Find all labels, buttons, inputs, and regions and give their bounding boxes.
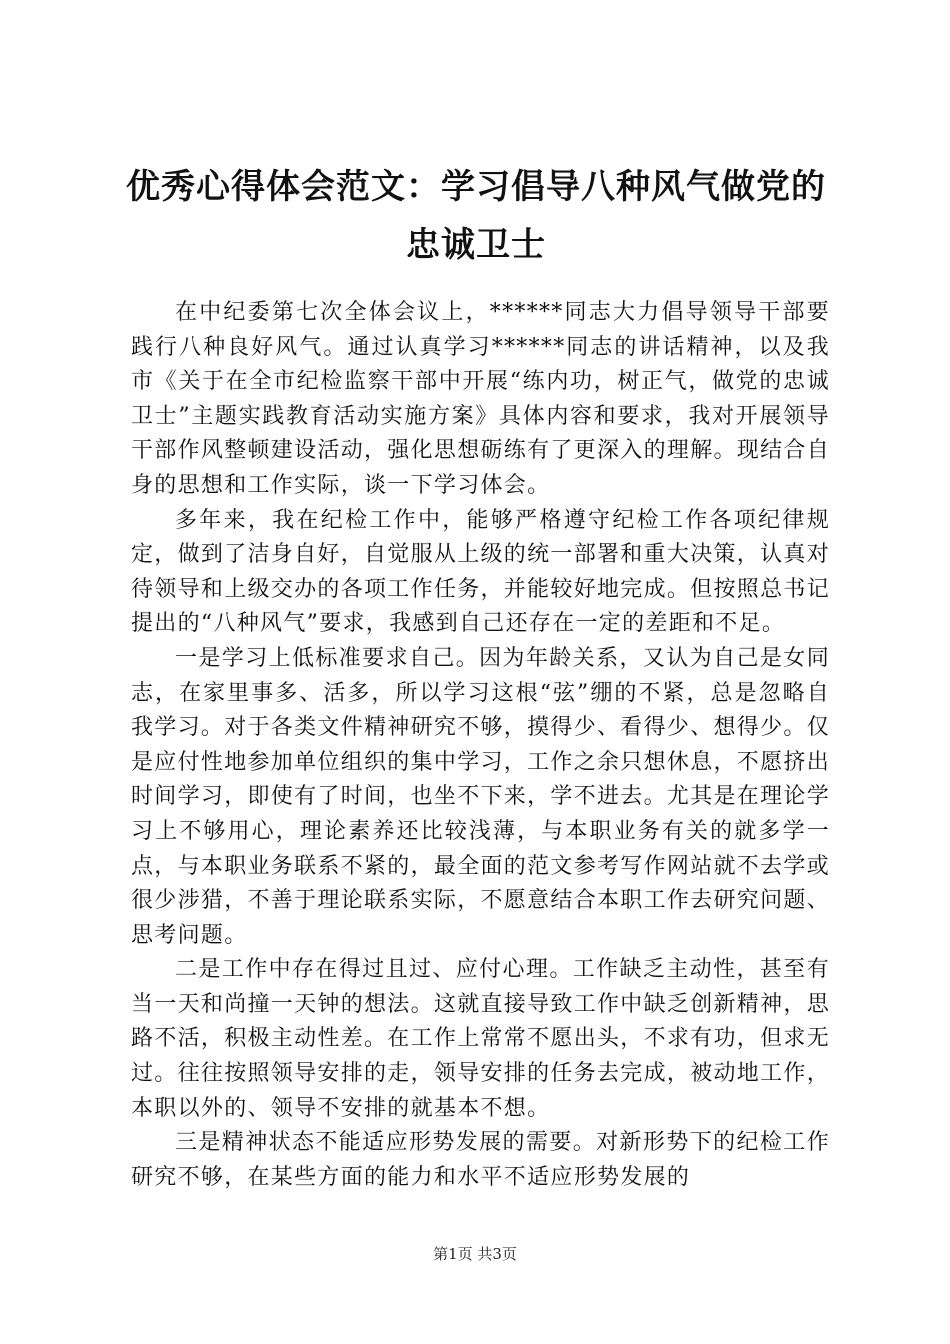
paragraph-1: 在中纪委第七次全体会议上，******同志大力倡导领导干部要践行八种良好风气。通过认真学习******同志的讲话精神，以及我市《关于在全市纪检监察干部中开展“练内功，树正气，做党的忠诚卫士”主题实践教育活动实施方案》具体内容和要求，我对开展领导干部作风整顿建设活动，强化思想砺练有了更深入的理解。现结合自身的思想和工作实际，谈一下学习体会。	[131, 300, 831, 498]
paragraph-5: 三是精神状态不能适应形势发展的需要。对新形势下的纪检工作研究不够，在某些方面的能力和水平不适应形势发展的	[131, 1130, 830, 1190]
page-number-footer: 第1页 共3页	[433, 1245, 517, 1263]
document-title: 优秀心得体会范文：学习倡导八种风气做党的忠诚卫士	[126, 167, 826, 265]
paragraph-2: 多年来，我在纪检工作中，能够严格遵守纪检工作各项纪律规定，做到了洁身自好，自觉服从上级的统一部署和重大决策，认真对待领导和上级交办的各项工作任务，并能较好地完成。但按照总书记提出的“八种风气”要求，我感到自己还存在一定的差距和不足。	[131, 507, 831, 637]
paragraph-4: 二是工作中存在得过且过、应付心理。工作缺乏主动性，甚至有当一天和尚撞一天钟的想法。这就直接导致工作中缺乏创新精神，思路不活，积极主动性差。在工作上常常不愿出头，不求有功，但求无过。往往按照领导安排的走，领导安排的任务去完成，被动地工作，本职以外的、领导不安排的就基本不想。	[131, 957, 831, 1121]
paragraph-3: 一是学习上低标准要求自己。因为年龄关系，又认为自己是女同志，在家里事多、活多，所以学习这根“弦”绷的不紧，总是忽略自我学习。对于各类文件精神研究不够，摸得少、看得少、想得少。仅是应付性地参加单位组织的集中学习，工作之余只想休息，不愿挤出时间学习，即使有了时间，也坐不下来，学不进去。尤其是在理论学习上不够用心，理论素养还比较浅薄，与本职业务有关的就多学一点，与本职业务联系不紧的，最全面的范文参考写作网站就不去学或很少涉猎，不善于理论联系实际，不愿意结合本职工作去研究问题、思考问题。	[131, 645, 831, 948]
document-body	[131, 296, 830, 1195]
